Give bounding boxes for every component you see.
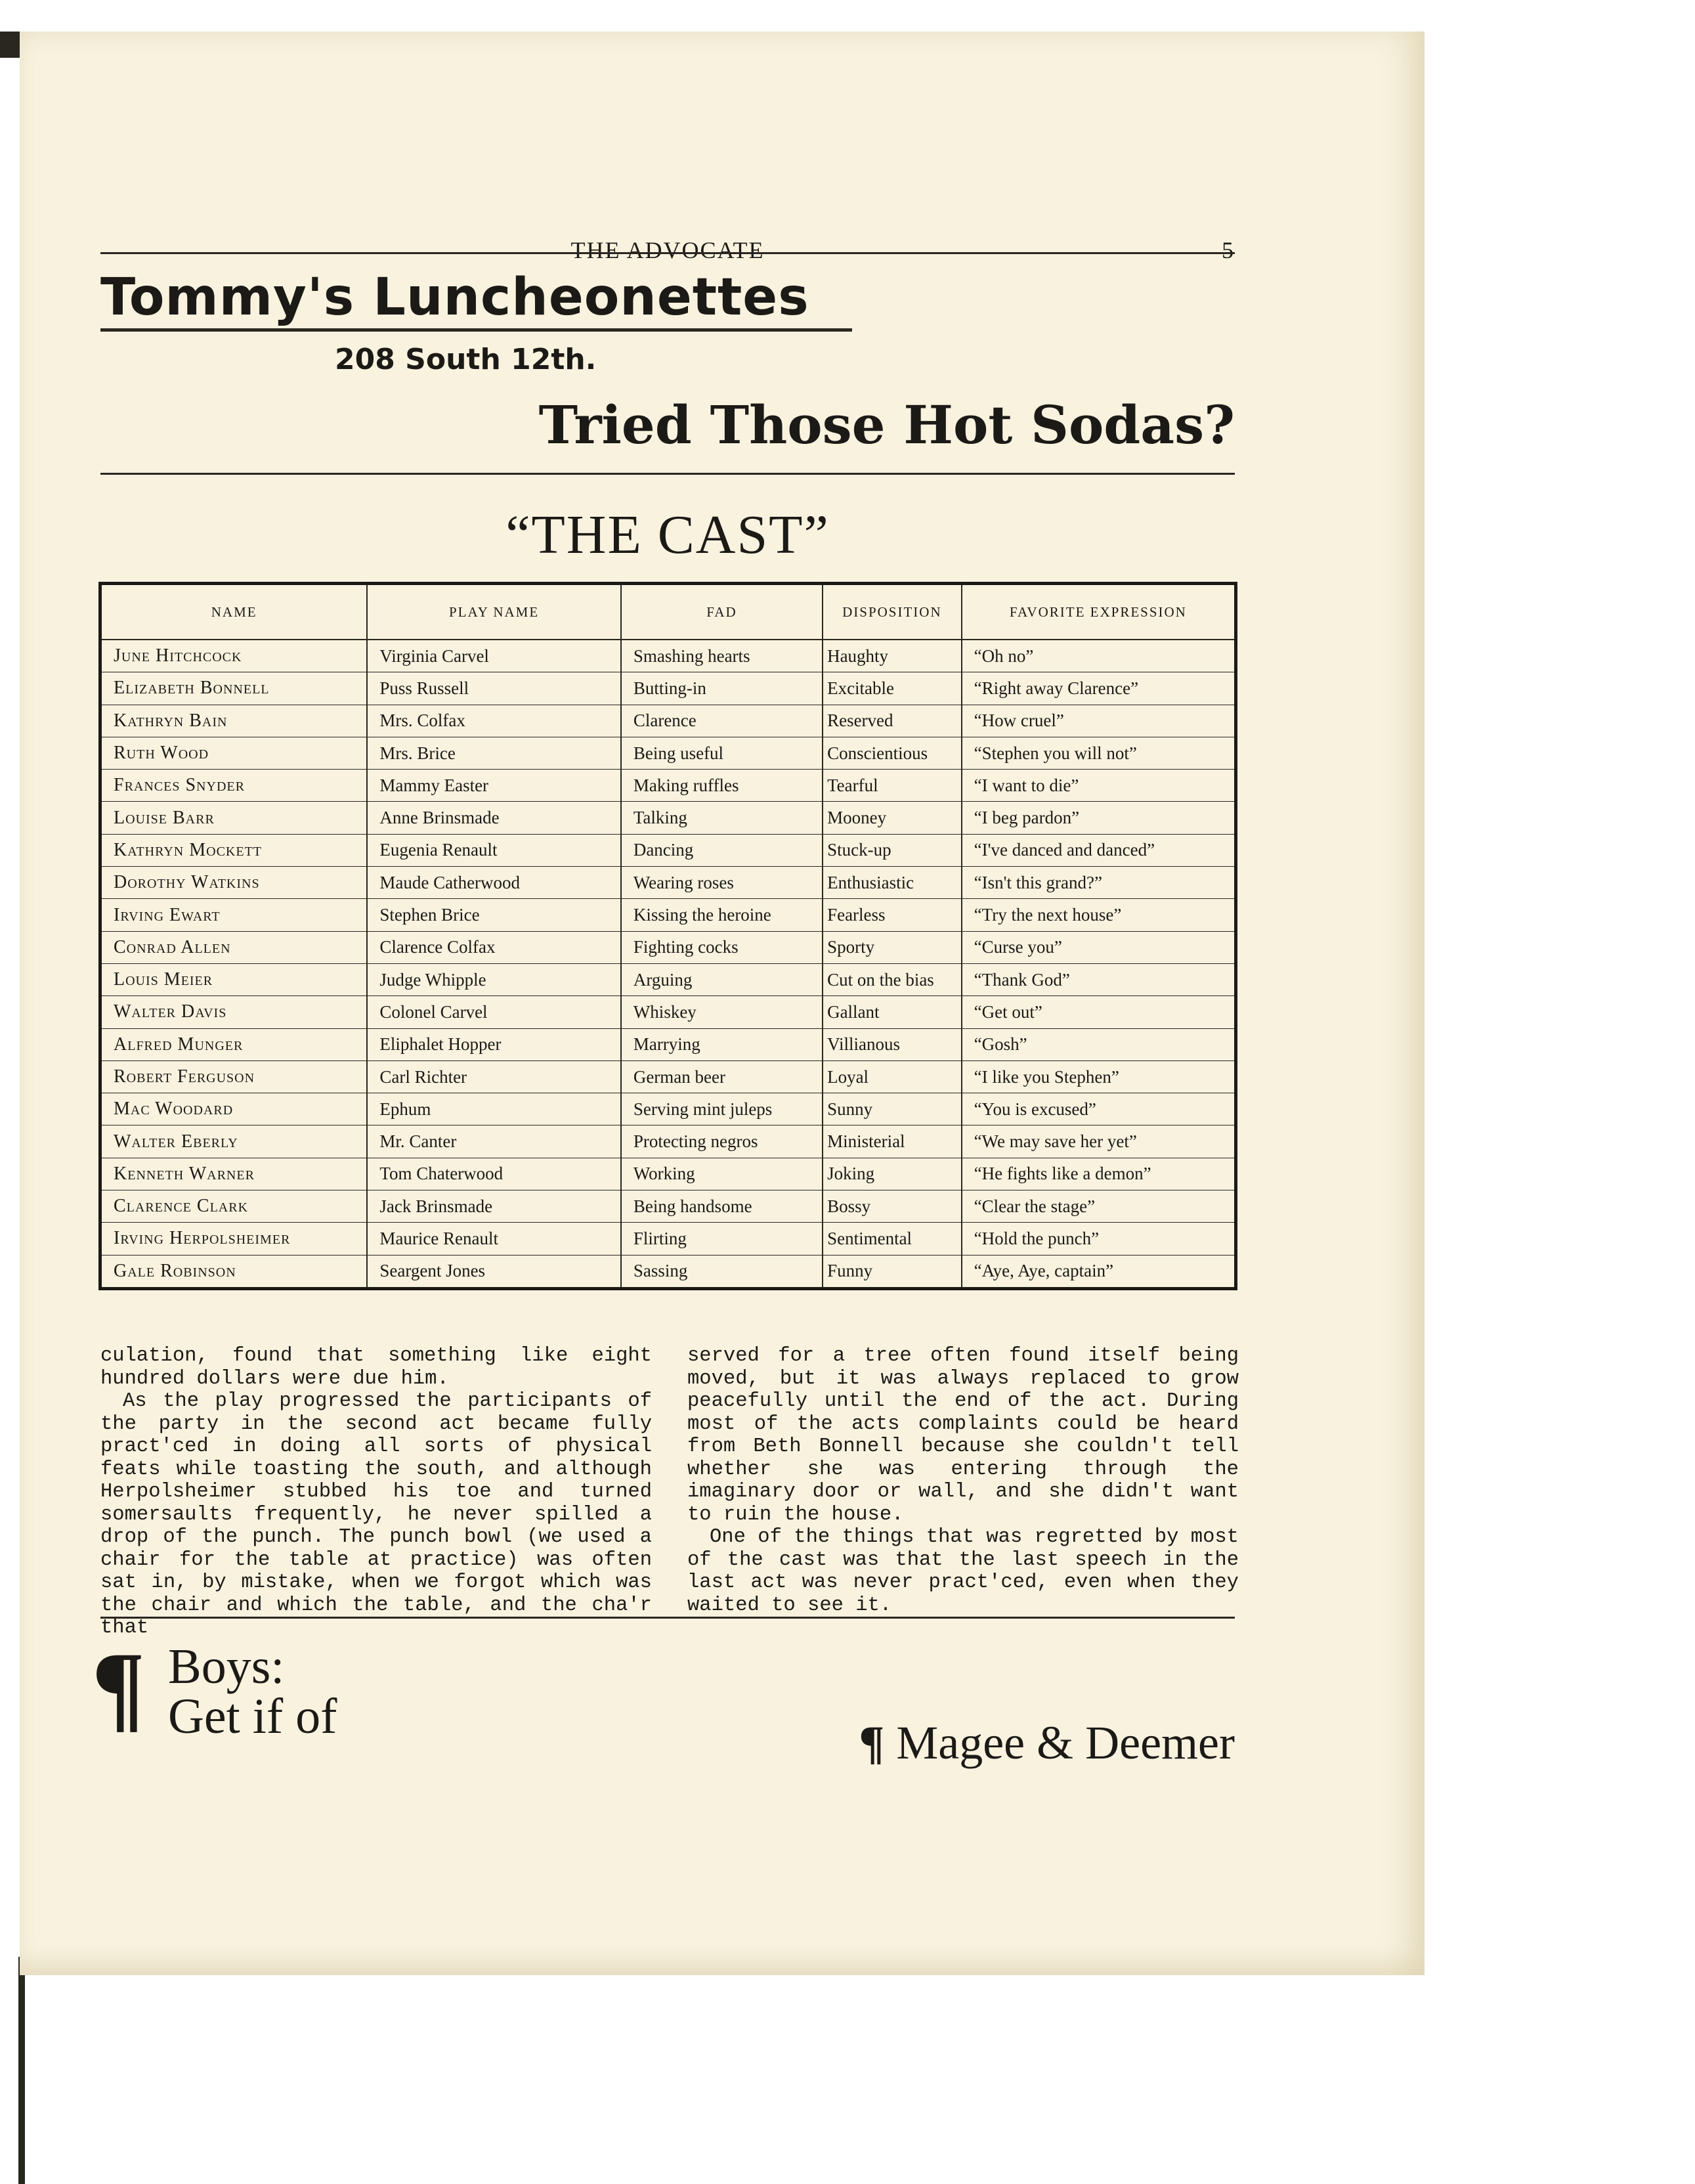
cell-expression: “I've danced and danced” (962, 834, 1236, 866)
column-header-favorite-expression: FAVORITE EXPRESSION (962, 584, 1236, 640)
table-row (100, 672, 1236, 705)
cell-disposition: Joking (823, 1158, 962, 1190)
cell-fad: Wearing roses (621, 867, 823, 899)
cell-expression: “We may save her yet” (962, 1125, 1236, 1158)
cell-play-name: Jack Brinsmade (367, 1190, 620, 1223)
cell-fad: Sassing (621, 1255, 823, 1288)
cell-fad: Whiskey (621, 996, 823, 1028)
cell-name: Louis Meier (100, 963, 368, 995)
cell-expression: “I like you Stephen” (962, 1060, 1236, 1093)
cell-expression: “Try the next house” (962, 899, 1236, 931)
cell-expression: “I beg pardon” (962, 802, 1236, 834)
cell-fad: Serving mint juleps (621, 1093, 823, 1125)
luncheonette-ad-address: 208 South 12th. (335, 343, 597, 376)
cell-expression: “Right away Clarence” (962, 672, 1236, 705)
running-header (100, 236, 1235, 264)
magee-deemer-ad (859, 1716, 1235, 1769)
cell-play-name: Puss Russell (367, 672, 620, 705)
table-row (100, 640, 1236, 672)
cell-fad: German beer (621, 1060, 823, 1093)
cell-disposition: Sunny (823, 1093, 962, 1125)
cell-play-name: Clarence Colfax (367, 931, 620, 963)
column-header-disposition: DISPOSITION (823, 584, 962, 640)
cell-name: Conrad Allen (100, 931, 368, 963)
article-paragraph: served for a tree often found itself being moved, but it was always replaced to grow peacefully until the end of the act. During most of the acts complaints could be heard from Beth Bonnell because she couldn't tell whether she was entering through the imaginary door or wall, and she didn't want to ruin the house. (687, 1345, 1239, 1526)
boys-ad-line2: Get if of (168, 1689, 337, 1744)
scan-edge-mark (18, 1957, 25, 2184)
cell-name: Irving Ewart (100, 899, 368, 931)
cell-play-name: Mr. Canter (367, 1125, 620, 1158)
column-header-fad: FAD (621, 584, 823, 640)
table-row (100, 1093, 1236, 1125)
cell-play-name: Mammy Easter (367, 770, 620, 802)
table-row (100, 770, 1236, 802)
column-header-play-name: PLAY NAME (367, 584, 620, 640)
cell-play-name: Tom Chaterwood (367, 1158, 620, 1190)
cell-fad: Butting-in (621, 672, 823, 705)
cast-title: “THE CAST” (505, 504, 830, 565)
cell-play-name: Stephen Brice (367, 899, 620, 931)
cell-fad: Arguing (621, 963, 823, 995)
table-row (100, 834, 1236, 866)
cell-expression: “Aye, Aye, captain” (962, 1255, 1236, 1288)
cell-play-name: Eugenia Renault (367, 834, 620, 866)
article-paragraph: culation, found that something like eight hundred dollars were due him. (100, 1345, 652, 1390)
boys-ad (168, 1639, 337, 1744)
cast-table-header (100, 584, 1236, 640)
cell-expression: “He fights like a demon” (962, 1158, 1236, 1190)
table-row (100, 1158, 1236, 1190)
cell-play-name: Colonel Carvel (367, 996, 620, 1028)
cell-disposition: Cut on the bias (823, 963, 962, 995)
table-row (100, 899, 1236, 931)
cell-fad: Clarence (621, 705, 823, 737)
cell-disposition: Funny (823, 1255, 962, 1288)
cell-play-name: Carl Richter (367, 1060, 620, 1093)
article-paragraph: As the play progressed the participants of the party in the second act became fully pract'ced in doing all sorts of physical feats while toasting the south, and although Herpolsheimer stubbed his toe and turned somersaults frequently, he never spilled a drop of the punch. The punch bowl (we used a chair for the table at practice) was often sat in, by mistake, when we forgot which was the chair and which the table, and the cha'r that (100, 1390, 652, 1639)
cell-name: Clarence Clark (100, 1190, 368, 1223)
cell-fad: Making ruffles (621, 770, 823, 802)
cell-name: Alfred Munger (100, 1028, 368, 1060)
cell-play-name: Judge Whipple (367, 963, 620, 995)
cell-expression: “You is excused” (962, 1093, 1236, 1125)
cell-play-name: Anne Brinsmade (367, 802, 620, 834)
cell-fad: Fighting cocks (621, 931, 823, 963)
cell-disposition: Ministerial (823, 1125, 962, 1158)
cell-expression: “Oh no” (962, 640, 1236, 672)
cell-play-name: Eliphalet Hopper (367, 1028, 620, 1060)
cell-play-name: Maurice Renault (367, 1223, 620, 1255)
cell-expression: “Curse you” (962, 931, 1236, 963)
cell-expression: “Gosh” (962, 1028, 1236, 1060)
cell-fad: Talking (621, 802, 823, 834)
section-rule (100, 473, 1235, 475)
scan-edge-mark (0, 32, 20, 58)
cell-expression: “How cruel” (962, 705, 1236, 737)
cell-play-name: Seargent Jones (367, 1255, 620, 1288)
table-row (100, 1190, 1236, 1223)
cell-name: Robert Ferguson (100, 1060, 368, 1093)
cell-name: Walter Eberly (100, 1125, 368, 1158)
cell-disposition: Sentimental (823, 1223, 962, 1255)
cell-fad: Flirting (621, 1223, 823, 1255)
cell-disposition: Enthusiastic (823, 867, 962, 899)
cell-fad: Being useful (621, 737, 823, 769)
cell-expression: “Stephen you will not” (962, 737, 1236, 769)
cell-name: Frances Snyder (100, 770, 368, 802)
cell-disposition: Stuck-up (823, 834, 962, 866)
boys-ad-line1: Boys: (168, 1639, 285, 1694)
cell-fad: Marrying (621, 1028, 823, 1060)
column-header-name: NAME (100, 584, 368, 640)
cell-name: Louise Barr (100, 802, 368, 834)
cell-name: June Hitchcock (100, 640, 368, 672)
luncheonette-ad-title: Tommy's Luncheonettes (100, 268, 809, 327)
cell-expression: “Isn't this grand?” (962, 867, 1236, 899)
table-row (100, 1223, 1236, 1255)
cell-disposition: Villianous (823, 1028, 962, 1060)
cell-disposition: Loyal (823, 1060, 962, 1093)
magee-deemer-name: Magee & Deemer (896, 1716, 1235, 1769)
cell-disposition: Excitable (823, 672, 962, 705)
cell-disposition: Haughty (823, 640, 962, 672)
cell-name: Gale Robinson (100, 1255, 368, 1288)
cell-expression: “I want to die” (962, 770, 1236, 802)
article-column-left (100, 1345, 652, 1640)
cast-table (98, 582, 1237, 1290)
cell-expression: “Thank God” (962, 963, 1236, 995)
cell-name: Dorothy Watkins (100, 867, 368, 899)
cell-disposition: Mooney (823, 802, 962, 834)
cell-play-name: Mrs. Colfax (367, 705, 620, 737)
article-paragraph: One of the things that was regretted by most of the cast was that the last speech in the last act was never pract'ced, even when they waited to see it. (687, 1526, 1239, 1617)
cell-fad: Working (621, 1158, 823, 1190)
table-row (100, 737, 1236, 769)
header-rule (100, 252, 1235, 254)
cell-disposition: Conscientious (823, 737, 962, 769)
cell-expression: “Hold the punch” (962, 1223, 1236, 1255)
cell-fad: Dancing (621, 834, 823, 866)
table-row (100, 963, 1236, 995)
cell-expression: “Get out” (962, 996, 1236, 1028)
page-number: 5 (1222, 237, 1235, 263)
luncheonette-ad-slogan: Tried Those Hot Sodas? (538, 394, 1235, 456)
table-row (100, 1060, 1236, 1093)
cell-disposition: Gallant (823, 996, 962, 1028)
cell-play-name: Mrs. Brice (367, 737, 620, 769)
table-row (100, 931, 1236, 963)
table-row (100, 1125, 1236, 1158)
pilcrow-icon: ¶ (859, 1716, 885, 1769)
cell-disposition: Sporty (823, 931, 962, 963)
cell-play-name: Ephum (367, 1093, 620, 1125)
cell-disposition: Reserved (823, 705, 962, 737)
cell-name: Irving Herpolsheimer (100, 1223, 368, 1255)
publication-name: THE ADVOCATE (570, 237, 765, 263)
cell-disposition: Bossy (823, 1190, 962, 1223)
table-row (100, 1028, 1236, 1060)
cell-fad: Protecting negros (621, 1125, 823, 1158)
footer-rule (100, 1617, 1235, 1619)
table-row (100, 1255, 1236, 1288)
cell-name: Kenneth Warner (100, 1158, 368, 1190)
cell-play-name: Virginia Carvel (367, 640, 620, 672)
cell-disposition: Fearless (823, 899, 962, 931)
cell-play-name: Maude Catherwood (367, 867, 620, 899)
cell-name: Ruth Wood (100, 737, 368, 769)
cell-name: Mac Woodard (100, 1093, 368, 1125)
cell-name: Kathryn Mockett (100, 834, 368, 866)
table-row (100, 802, 1236, 834)
cell-name: Walter Davis (100, 996, 368, 1028)
table-row (100, 996, 1236, 1028)
cell-fad: Kissing the heroine (621, 899, 823, 931)
article-column-right (687, 1345, 1239, 1617)
table-row (100, 867, 1236, 899)
table-row (100, 705, 1236, 737)
cell-fad: Being handsome (621, 1190, 823, 1223)
pilcrow-icon: ¶ (92, 1632, 146, 1741)
ad-title-underline (100, 328, 852, 332)
cell-disposition: Tearful (823, 770, 962, 802)
cell-fad: Smashing hearts (621, 640, 823, 672)
cell-expression: “Clear the stage” (962, 1190, 1236, 1223)
cell-name: Elizabeth Bonnell (100, 672, 368, 705)
cell-name: Kathryn Bain (100, 705, 368, 737)
